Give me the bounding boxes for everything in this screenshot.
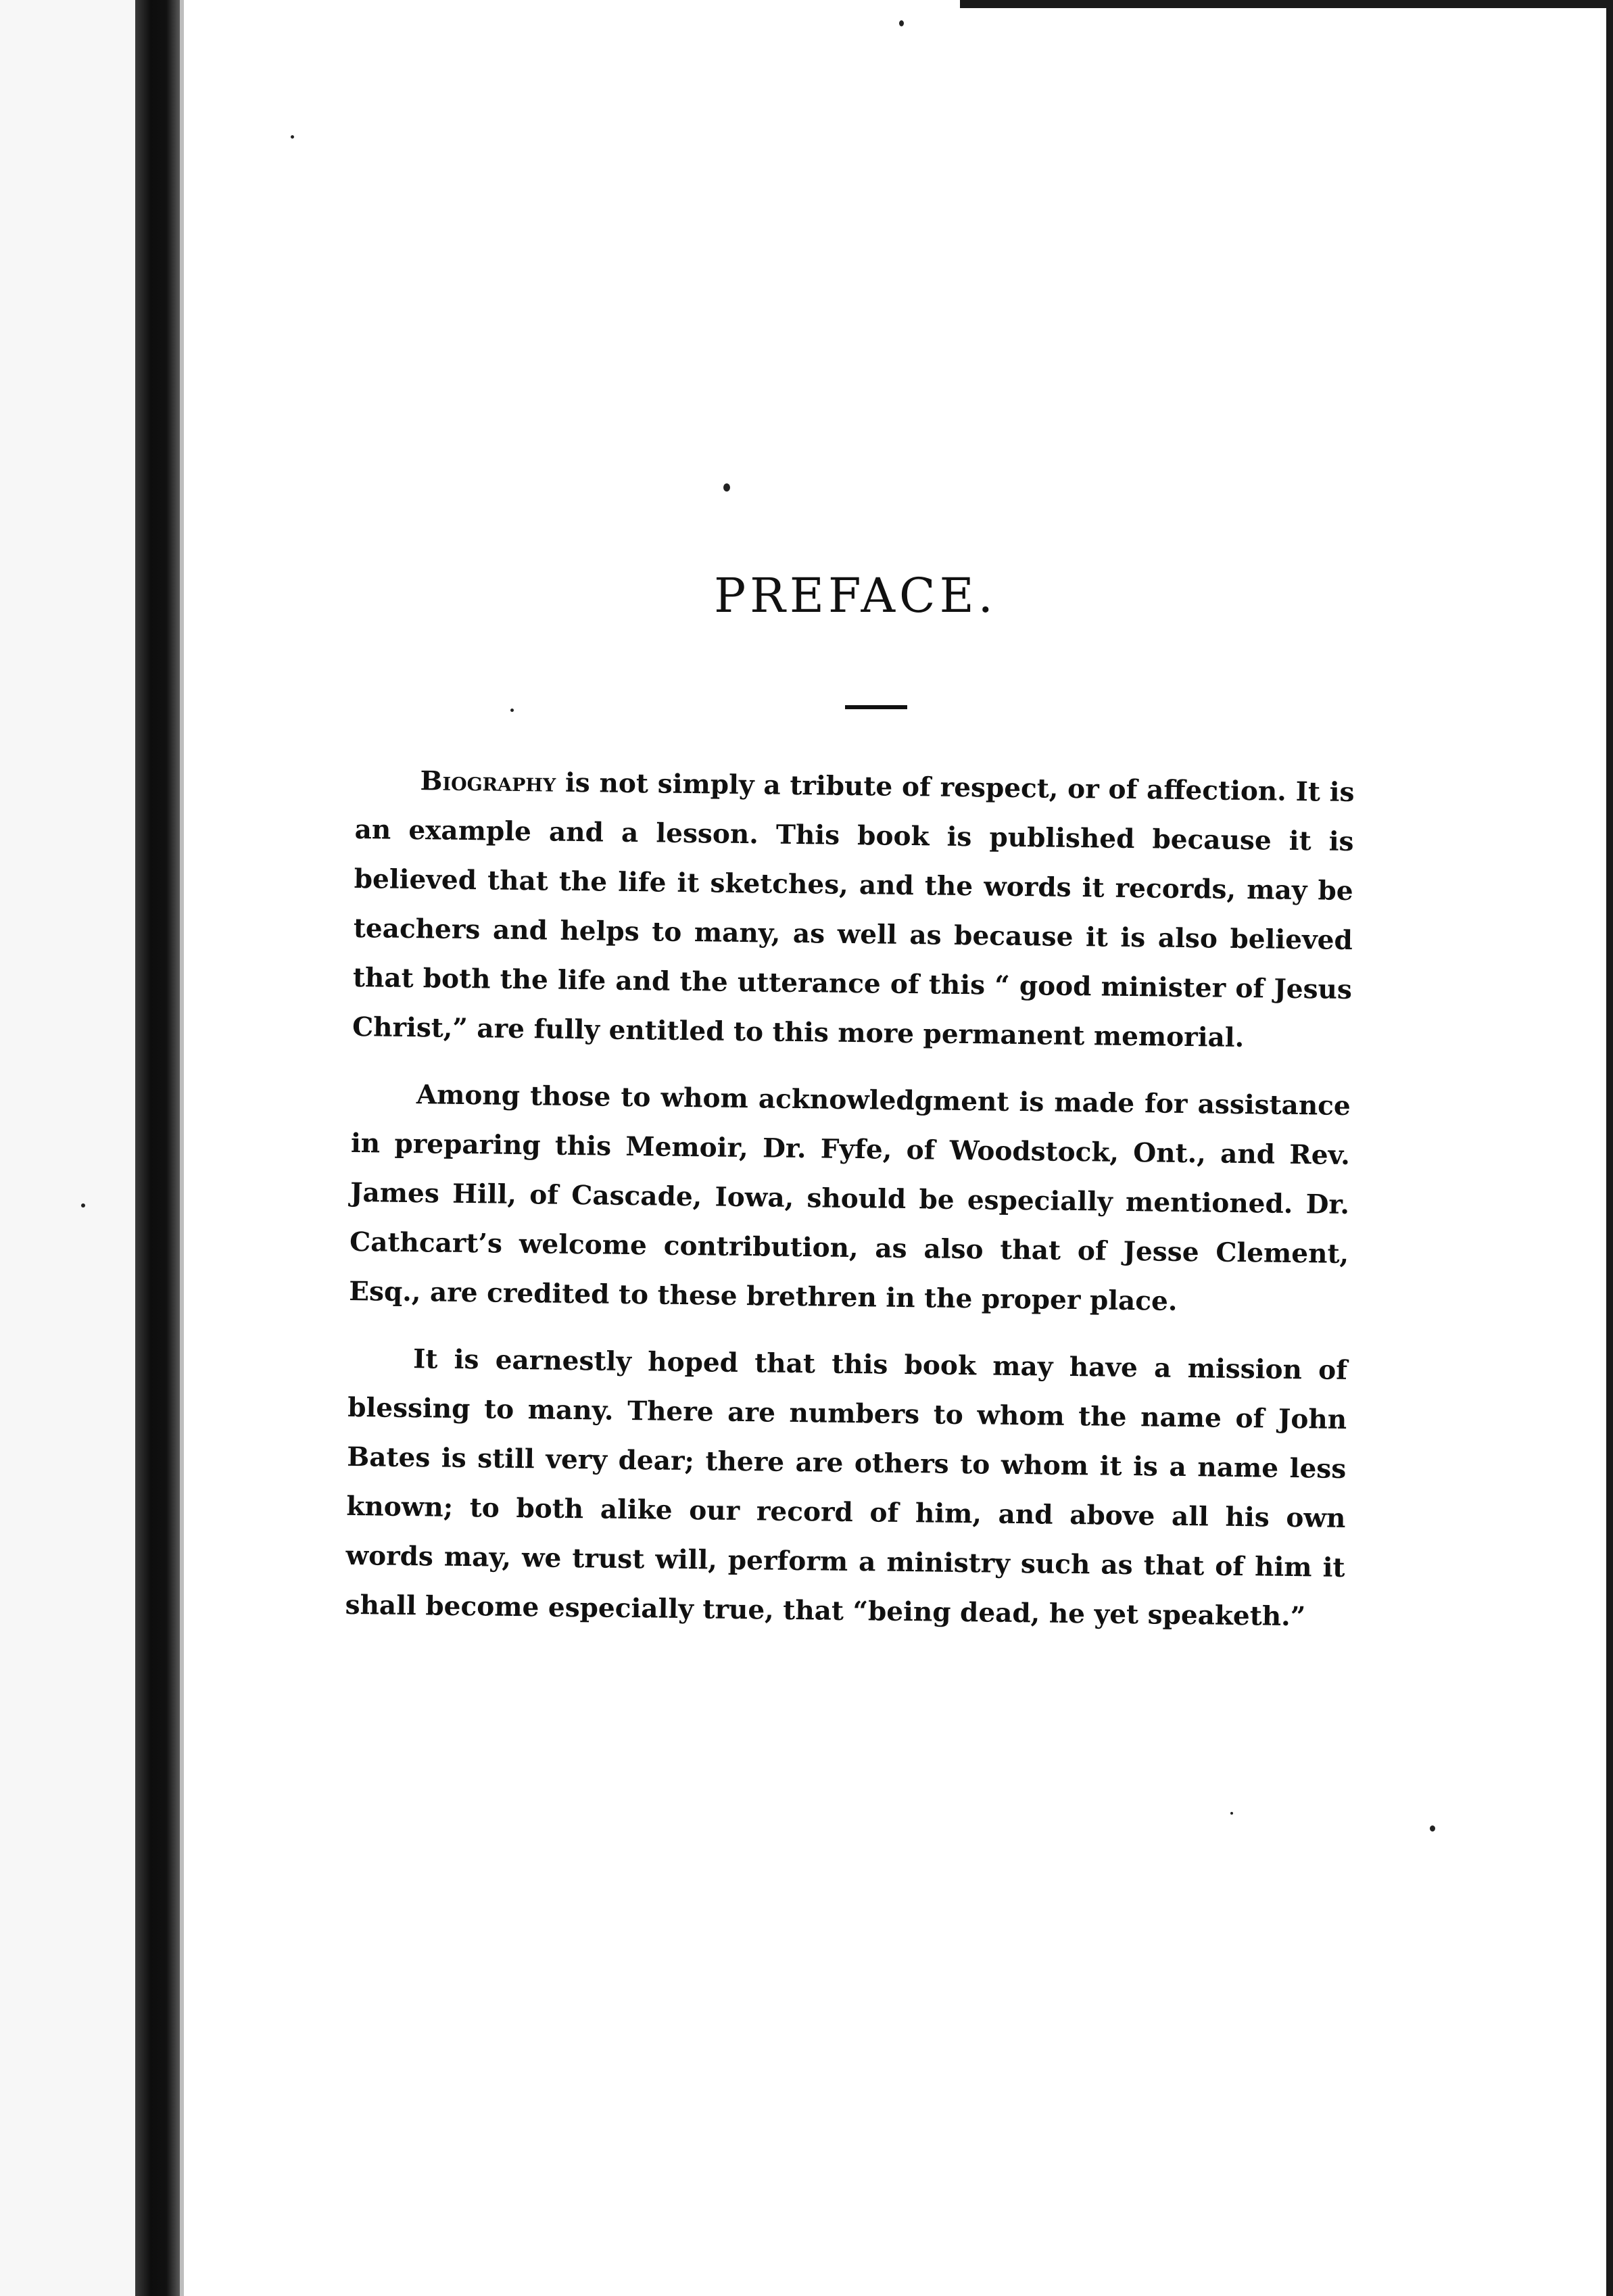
- facing-page-edge: [0, 0, 135, 2296]
- preface-body: [345, 756, 1355, 1660]
- page-title: PREFACE.: [714, 568, 997, 623]
- ink-speck: [723, 483, 730, 492]
- ink-speck: [510, 709, 514, 712]
- ink-speck: [291, 135, 294, 139]
- ink-speck: [1230, 1812, 1233, 1815]
- ink-speck: [81, 1203, 85, 1207]
- top-page-edge: [960, 0, 1613, 8]
- paragraph-1-text: is not simply a tribute of respect, or of affection. It is an example and a lesson. This book is published because it is believed that the life it sketches, and the words it records, may be teachers and helps to many, as well as because it is also believed that both the life and the utterance of this “ good minister of Jesus Christ,” are fully entitled to this more permanent memorial.: [352, 767, 1355, 1054]
- right-page-edge: [1606, 0, 1613, 2296]
- gutter-edge: [180, 0, 184, 2296]
- paragraph-1: [352, 756, 1355, 1064]
- ink-speck: [1430, 1825, 1435, 1832]
- paragraph-1-lead: Biography: [420, 765, 556, 798]
- paragraph-2: Among those to whom acknowledgment is made for assistance in preparing this Memoir, Dr. Fyfe, of Woodstock, Ont., and Rev. James Hill, of Cascade, Iowa, should be especially mentioned. Dr. Cathcart’s welcome contribution, as also that of Jesse Clement, Esq., are credited to these brethren in the proper place.: [349, 1079, 1351, 1317]
- title-rule: [845, 705, 907, 709]
- book-gutter-shadow: [135, 0, 180, 2296]
- ink-speck: [899, 20, 904, 26]
- paragraph-3: It is earnestly hoped that this book may have a mission of blessing to many. There are numbers to whom the name of John Bates is still very dear; there are others to whom it is a name less known; to both alike our record of him, and above all his own words may, we trust will, perform a ministry such as that of him it shall become especially true, that “being dead, he yet speaketh.”: [345, 1343, 1348, 1633]
